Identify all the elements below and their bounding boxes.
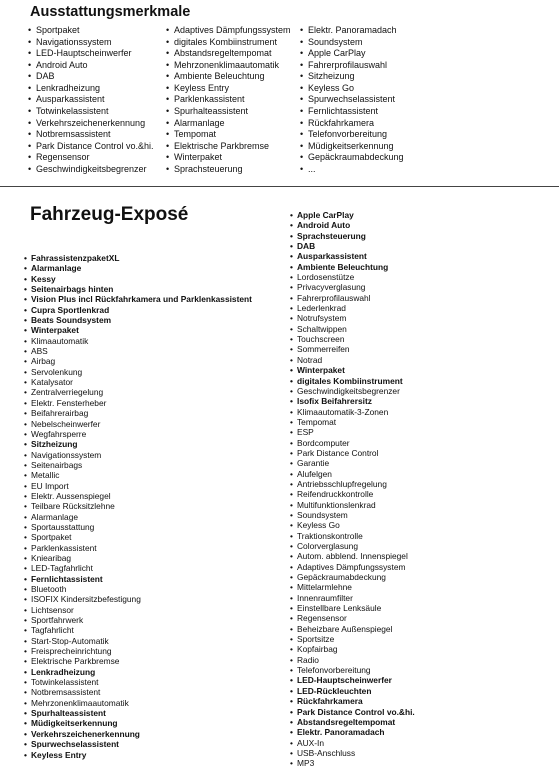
expose-item: • Radio (290, 655, 415, 665)
expose-item: • Keyless Entry (24, 750, 252, 760)
expose-item: • USB-Anschluss (290, 748, 415, 758)
feature-item: • Regensensor (28, 152, 154, 164)
expose-item: • ISOFIX Kindersitzbefestigung (24, 594, 252, 604)
feature-item: • Winterpaket (166, 152, 291, 164)
expose-item: • ESP (290, 427, 415, 437)
feature-item: • Abstandsregeltempomat (166, 48, 291, 60)
feature-item: • Parklenkassistent (166, 94, 291, 106)
expose-item: • Einstellbare Lenksäule (290, 603, 415, 613)
expose-item: • Totwinkelassistent (24, 677, 252, 687)
expose-item: • Park Distance Control (290, 448, 415, 458)
expose-item: • Zentralverriegelung (24, 387, 252, 397)
expose-item: • Sportausstattung (24, 522, 252, 532)
feature-item: • Telefonvorbereitung (300, 129, 404, 141)
feature-item: • Spurhalteassistent (166, 106, 291, 118)
expose-item: • Teilbare Rücksitzlehne (24, 501, 252, 511)
section-title-ausstattung: Ausstattungsmerkmale (30, 4, 191, 20)
expose-item: • Wegfahrsperre (24, 429, 252, 439)
expose-item: • Traktionskontrolle (290, 531, 415, 541)
expose-item: • Beifahrerairbag (24, 408, 252, 418)
expose-item: • Katalysator (24, 377, 252, 387)
expose-item: • Klimaautomatik-3-Zonen (290, 407, 415, 417)
expose-item: • Mittelarmlehne (290, 582, 415, 592)
expose-item: • Parklenkassistent (24, 543, 252, 553)
expose-item: • Lenkradheizung (24, 667, 252, 677)
expose-item: • Keyless Go (290, 520, 415, 530)
expose-item: • Adaptives Dämpfungssystem (290, 562, 415, 572)
expose-item: • Müdigkeitserkennung (24, 718, 252, 728)
expose-item: • Freisprecheinrichtung (24, 646, 252, 656)
expose-item: • Bordcomputer (290, 438, 415, 448)
expose-item: • Beats Soundsystem (24, 315, 252, 325)
feature-item: • Keyless Go (300, 83, 404, 95)
expose-item: • Seitenairbags hinten (24, 284, 252, 294)
expose-item: • LED-Hauptscheinwerfer (290, 675, 415, 685)
expose-item: • Winterpaket (290, 365, 415, 375)
feature-list-column-1 (28, 25, 154, 176)
expose-list-left (24, 253, 252, 760)
expose-item: • Abstandsregeltempomat (290, 717, 415, 727)
expose-item: • Park Distance Control vo.&hi. (290, 707, 415, 717)
expose-item: • FahrassistenzpaketXL (24, 253, 252, 263)
feature-item: • Elektrische Parkbremse (166, 141, 291, 153)
expose-item: • DAB (290, 241, 415, 251)
feature-item: • Fernlichtassistent (300, 106, 404, 118)
expose-item: • Winterpaket (24, 325, 252, 335)
expose-item: • Elektr. Aussenspiegel (24, 491, 252, 501)
feature-item: • Sitzheizung (300, 71, 404, 83)
expose-item: • Kessy (24, 274, 252, 284)
feature-item: • Gepäckraumabdeckung (300, 152, 404, 164)
expose-item: • Lordosenstütze (290, 272, 415, 282)
feature-list-column-3 (300, 25, 404, 176)
feature-item: • Notbremsassistent (28, 129, 154, 141)
feature-item: • Fahrerprofilauswahl (300, 60, 404, 72)
expose-item: • Mehrzonenklimaautomatik (24, 698, 252, 708)
expose-item: • Start-Stop-Automatik (24, 636, 252, 646)
expose-list-right (290, 210, 415, 769)
expose-item: • Multifunktionslenkrad (290, 500, 415, 510)
feature-list-column-2 (166, 25, 291, 176)
expose-item: • Regensensor (290, 613, 415, 623)
feature-item: • Sprachsteuerung (166, 164, 291, 176)
feature-item: • Sportpaket (28, 25, 154, 37)
expose-item: • Spurhalteassistent (24, 708, 252, 718)
feature-item: • Soundsystem (300, 37, 404, 49)
expose-item: • Schaltwippen (290, 324, 415, 334)
expose-item: • MP3 (290, 758, 415, 768)
expose-item: • Bluetooth (24, 584, 252, 594)
expose-item: • Lichtsensor (24, 605, 252, 615)
expose-item: • Ausparkassistent (290, 251, 415, 261)
feature-item: • Elektr. Panoramadach (300, 25, 404, 37)
expose-item: • Klimaautomatik (24, 336, 252, 346)
feature-item: • digitales Kombiinstrument (166, 37, 291, 49)
expose-item: • ABS (24, 346, 252, 356)
feature-item: • Tempomat (166, 129, 291, 141)
feature-item: • Totwinkelassistent (28, 106, 154, 118)
expose-item: • Verkehrszeichenerkennung (24, 729, 252, 739)
expose-item: • Elektrische Parkbremse (24, 656, 252, 666)
expose-item: • Notrufsystem (290, 313, 415, 323)
expose-item: • LED-Tagfahrlicht (24, 563, 252, 573)
expose-item: • Seitenairbags (24, 460, 252, 470)
expose-item: • digitales Kombiinstrument (290, 376, 415, 386)
expose-item: • Fahrerprofilauswahl (290, 293, 415, 303)
expose-item: • Tagfahrlicht (24, 625, 252, 635)
section-title-expose: Fahrzeug-Exposé (30, 204, 189, 225)
feature-item: • Mehrzonenklimaautomatik (166, 60, 291, 72)
expose-item: • Elektr. Fensterheber (24, 398, 252, 408)
expose-item: • Kniearibag (24, 553, 252, 563)
expose-item: • LED-Rückleuchten (290, 686, 415, 696)
expose-item: • Notbremsassistent (24, 687, 252, 697)
feature-item: • Ambiente Beleuchtung (166, 71, 291, 83)
expose-item: • Autom. abblend. Innenspiegel (290, 551, 415, 561)
expose-item: • Alufelgen (290, 469, 415, 479)
expose-item: • Garantie (290, 458, 415, 468)
expose-item: • Notrad (290, 355, 415, 365)
feature-item: • Geschwindigkeitsbegrenzer (28, 164, 154, 176)
feature-item: • Rückfahrkamera (300, 118, 404, 130)
section-divider (0, 186, 559, 187)
expose-item: • Reifendruckkontrolle (290, 489, 415, 499)
expose-item: • Rückfahrkamera (290, 696, 415, 706)
expose-item: • Metallic (24, 470, 252, 480)
expose-item: • Telefonvorbereitung (290, 665, 415, 675)
expose-item: • Alarmanlage (24, 512, 252, 522)
expose-item: • Navigationssystem (24, 450, 252, 460)
expose-item: • Colorverglasung (290, 541, 415, 551)
expose-item: • Fernlichtassistent (24, 574, 252, 584)
feature-item: • LED-Hauptscheinwerfer (28, 48, 154, 60)
expose-item: • Isofix Beifahrersitz (290, 396, 415, 406)
expose-item: • Spurwechselassistent (24, 739, 252, 749)
expose-item: • Privacyverglasung (290, 282, 415, 292)
expose-item: • Apple CarPlay (290, 210, 415, 220)
feature-item: • Apple CarPlay (300, 48, 404, 60)
expose-item: • Airbag (24, 356, 252, 366)
feature-item: • Keyless Entry (166, 83, 291, 95)
expose-item: • Cupra Sportlenkrad (24, 305, 252, 315)
expose-item: • Tempomat (290, 417, 415, 427)
feature-item: • Ausparkassistent (28, 94, 154, 106)
expose-item: • Soundsystem (290, 510, 415, 520)
expose-item: • Antriebsschlupfregelung (290, 479, 415, 489)
expose-item: • AUX-In (290, 738, 415, 748)
expose-item: • EU Import (24, 481, 252, 491)
expose-item: • Alarmanlage (24, 263, 252, 273)
expose-item: • Vision Plus incl Rückfahrkamera und Parklenkassistent (24, 294, 252, 304)
feature-item: • Android Auto (28, 60, 154, 72)
expose-item: • Beheizbare Außenspiegel (290, 624, 415, 634)
feature-item: • Park Distance Control vo.&hi. (28, 141, 154, 153)
feature-item: • ... (300, 164, 404, 176)
expose-item: • Gepäckraumabdeckung (290, 572, 415, 582)
expose-item: • Sprachsteuerung (290, 231, 415, 241)
feature-item: • Spurwechselassistent (300, 94, 404, 106)
feature-item: • Navigationssystem (28, 37, 154, 49)
expose-item: • Sitzheizung (24, 439, 252, 449)
expose-item: • Android Auto (290, 220, 415, 230)
expose-item: • Sportsitze (290, 634, 415, 644)
expose-item: • Elektr. Panoramadach (290, 727, 415, 737)
expose-item: • Kopfairbag (290, 644, 415, 654)
expose-item: • Nebelscheinwerfer (24, 419, 252, 429)
expose-item: • Ambiente Beleuchtung (290, 262, 415, 272)
feature-item: • DAB (28, 71, 154, 83)
expose-item: • Touchscreen (290, 334, 415, 344)
expose-item: • Geschwindigkeitsbegrenzer (290, 386, 415, 396)
expose-item: • Sportfahrwerk (24, 615, 252, 625)
feature-item: • Verkehrszeichenerkennung (28, 118, 154, 130)
feature-item: • Lenkradheizung (28, 83, 154, 95)
feature-item: • Müdigkeitserkennung (300, 141, 404, 153)
feature-item: • Adaptives Dämpfungssystem (166, 25, 291, 37)
expose-item: • Sportpaket (24, 532, 252, 542)
expose-item: • Innenraumfilter (290, 593, 415, 603)
expose-item: • Lederlenkrad (290, 303, 415, 313)
expose-item: • Servolenkung (24, 367, 252, 377)
expose-item: • Sommerreifen (290, 344, 415, 354)
feature-item: • Alarmanlage (166, 118, 291, 130)
